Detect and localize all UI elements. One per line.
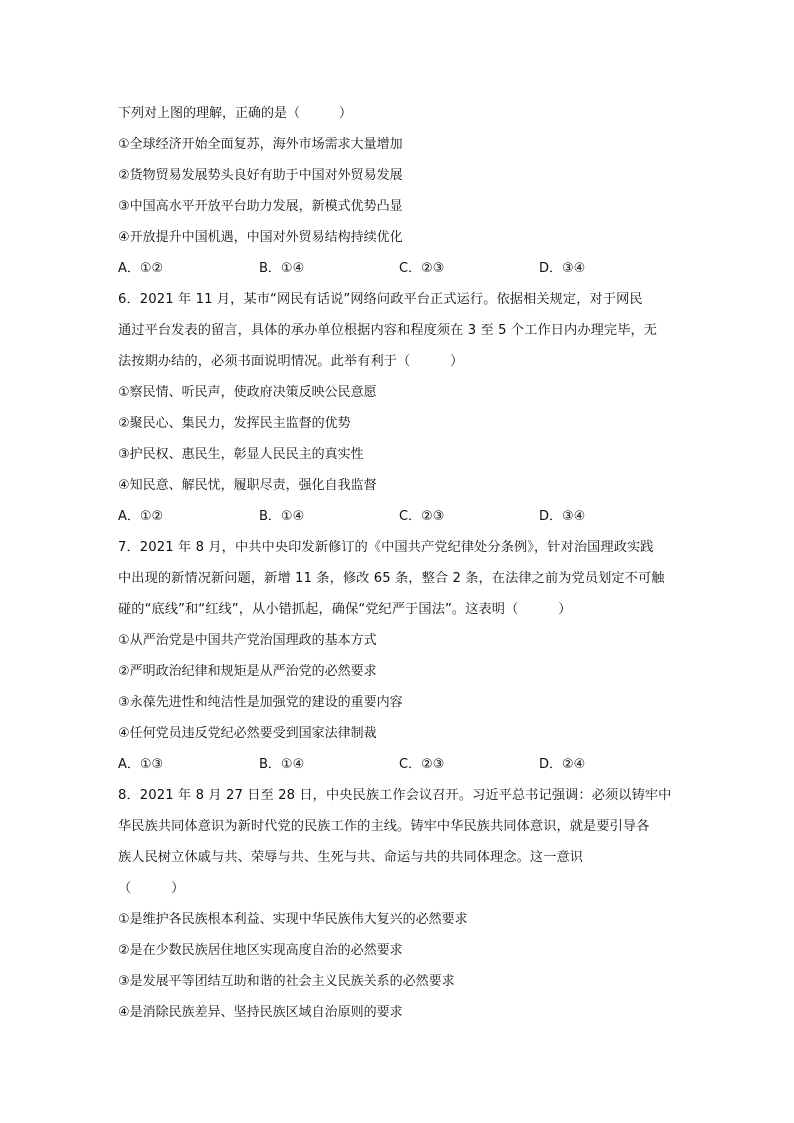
question-5-option-4: ④开放提升中国机遇，中国对外贸易结构持续优化 bbox=[118, 230, 403, 245]
question-8-option-2: ②是在少数民族居住地区实现高度自治的必然要求 bbox=[118, 943, 403, 958]
question-7-stem-line-3: 碰的“底线”和“红线”，从小错抓起，确保“党纪严于国法”。这表明（ ） bbox=[118, 602, 572, 617]
question-7-option-3: ③永葆先进性和纯洁性是加强党的建设的重要内容 bbox=[118, 695, 403, 710]
question-8-stem-line-1: 8．2021 年 8 月 27 日至 28 日，中央民族工作会议召开。习近平总书记强调：必须以铸牢中 bbox=[118, 788, 672, 803]
question-5-option-1: ①全球经济开始全面复苏，海外市场需求大量增加 bbox=[118, 137, 403, 152]
question-6-answer-b: B．①④ bbox=[259, 509, 305, 524]
question-7-option-1: ①从严治党是中国共产党治国理政的基本方式 bbox=[118, 633, 377, 648]
question-7-option-4: ④任何党员违反党纪必然要受到国家法律制裁 bbox=[118, 726, 377, 741]
question-5-answers bbox=[118, 253, 678, 284]
question-5-option-3: ③中国高水平开放平台助力发展，新模式优势凸显 bbox=[118, 199, 403, 214]
question-8 bbox=[118, 780, 678, 1028]
question-5-stem: 下列对上图的理解，正确的是（ ） bbox=[118, 106, 353, 121]
question-7-stem-line-1: 7．2021 年 8 月，中共中央印发新修订的《中国共产党纪律处分条例》，针对治国理政实践 bbox=[118, 540, 654, 555]
question-7-answers bbox=[118, 749, 678, 780]
question-7-answer-d: D．②④ bbox=[539, 757, 586, 772]
page-content bbox=[118, 98, 678, 1028]
question-7-answer-c: C．②③ bbox=[399, 757, 445, 772]
question-6-option-1: ①察民情、听民声，使政府决策反映公民意愿 bbox=[118, 385, 377, 400]
question-7-answer-a: A．①③ bbox=[118, 757, 164, 772]
question-6-stem-line-1: 6．2021 年 11 月，某市“网民有话说”网络问政平台正式运行。依据相关规定，对于网民 bbox=[118, 292, 643, 307]
question-6-answer-d: D．③④ bbox=[539, 509, 586, 524]
question-6-stem-line-3: 法按期办结的，必须书面说明情况。此举有利于（ ） bbox=[118, 354, 464, 369]
question-7-stem-line-2: 中出现的新情况新问题，新增 11 条，修改 65 条，整合 2 条，在法律之前为党员划定不可触 bbox=[118, 571, 665, 586]
question-7 bbox=[118, 532, 678, 780]
question-8-stem-line-2: 华民族共同体意识为新时代党的民族工作的主线。铸牢中华民族共同体意识，就是要引导各 bbox=[118, 819, 650, 834]
question-5-answer-d: D．③④ bbox=[539, 261, 586, 276]
question-7-answer-b: B．①④ bbox=[259, 757, 305, 772]
question-8-option-4: ④是消除民族差异、坚持民族区域自治原则的要求 bbox=[118, 1005, 403, 1020]
question-6-answers bbox=[118, 501, 678, 532]
question-6-option-2: ②聚民心、集民力，发挥民主监督的优势 bbox=[118, 416, 351, 431]
question-6-option-4: ④知民意、解民忧，履职尽责，强化自我监督 bbox=[118, 478, 377, 493]
question-5-answer-c: C．②③ bbox=[399, 261, 445, 276]
question-6-answer-c: C．②③ bbox=[399, 509, 445, 524]
question-6-answer-a: A．①② bbox=[118, 509, 164, 524]
question-6 bbox=[118, 284, 678, 532]
question-7-option-2: ②严明政治纪律和规矩是从严治党的必然要求 bbox=[118, 664, 377, 679]
question-6-stem-line-2: 通过平台发表的留言，具体的承办单位根据内容和程度须在 3 至 5 个工作日内办理完毕，无 bbox=[118, 323, 658, 338]
question-8-stem-line-4: （ ） bbox=[118, 881, 185, 896]
question-6-option-3: ③护民权、惠民生，彰显人民民主的真实性 bbox=[118, 447, 364, 462]
question-5-answer-b: B．①④ bbox=[259, 261, 305, 276]
question-8-stem-line-3: 族人民树立休戚与共、荣辱与共、生死与共、命运与共的共同体理念。这一意识 bbox=[118, 850, 584, 865]
question-5-answer-a: A．①② bbox=[118, 261, 164, 276]
question-8-option-1: ①是维护各民族根本利益、实现中华民族伟大复兴的必然要求 bbox=[118, 912, 468, 927]
question-8-option-3: ③是发展平等团结互助和谐的社会主义民族关系的必然要求 bbox=[118, 974, 455, 989]
question-5-option-2: ②货物贸易发展势头良好有助于中国对外贸易发展 bbox=[118, 168, 403, 183]
question-5 bbox=[118, 98, 678, 284]
